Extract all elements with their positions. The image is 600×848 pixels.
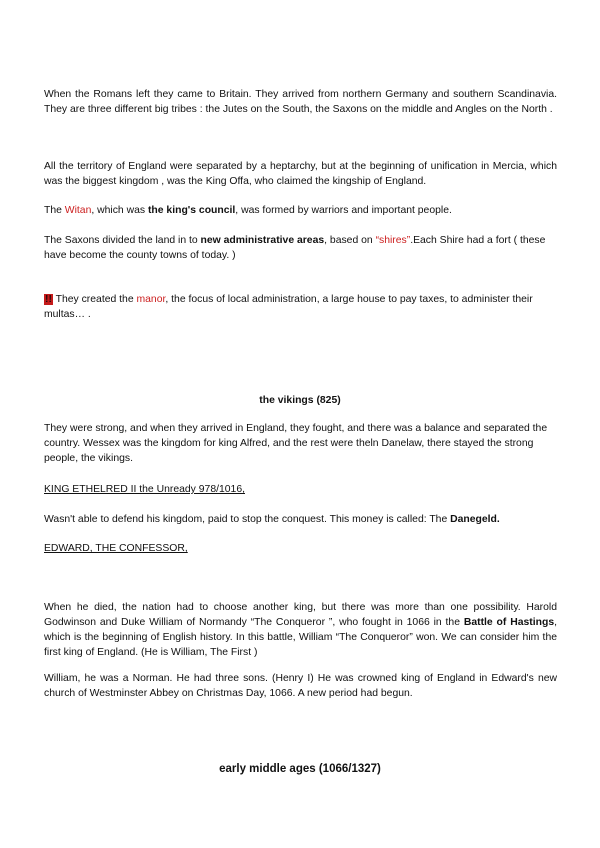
manor-term: manor [136,294,166,305]
paragraph-manor: !! They created the manor, the focus of local administration, a large house to pay taxes, to administer their multas… . [44,294,533,320]
shires-term: “shires” [375,235,411,246]
witan-term: Witan [64,205,92,216]
kings-council-term: the king's council [147,205,236,216]
paragraph-romans: When the Romans left they came to Britain. They arrived from northern Germany and southern Scandinavia. They are three different big tribes : the Jutes on the South, the Saxons on the middle and Angles on the North . [44,89,557,115]
paragraph-hastings: When he died, the nation had to choose another king, but there was more than one possibility. Harold Godwinson and Duke William of Normandy “The Conqueror ”, who fought in 1066 in the Battle of Hastings, which is the beginning of English history. In this battle, William “The Conqueror” won. We can consider him the first king of England. (He is William, The First ) [44,602,557,658]
paragraph-shires: The Saxons divided the land in to new administrative areas, based on “shires”.Each Shire had a fort ( these have become the county towns of today. ) [44,235,546,261]
danegeld-term: Danegeld. [450,514,500,525]
heading-vikings: the vikings (825) [259,395,341,406]
highlight-marker: !! [45,294,52,305]
paragraph-william: William, he was a Norman. He had three sons. (Henry I) He was crowned king of England in Edward's new church of Westminster Abbey on Christmas Day, 1066. A new period had begun. [44,673,557,699]
battle-of-hastings-term: Battle of Hastings [463,617,555,628]
administrative-areas-term: new administrative areas [200,235,325,246]
paragraph-heptarchy: All the territory of England were separated by a heptarchy, but at the beginning of unification in Mercia, which was the biggest kingdom , was the King Offa, who claimed the kingship of England. [44,161,557,187]
paragraph-danegeld: Wasn't able to defend his kingdom, paid to stop the conquest. This money is called: The Danegeld. [44,514,500,525]
heading-ethelred: KING ETHELRED II the Unready 978/1016, [44,484,245,495]
paragraph-witan: The Witan, which was the king's council, was formed by warriors and important people. [44,205,452,216]
heading-edward: EDWARD, THE CONFESSOR, [44,543,188,554]
heading-early-middle-ages: early middle ages (1066/1327) [219,763,381,775]
paragraph-vikings: They were strong, and when they arrived in England, they fought, and there was a balance and separated the country. Wessex was the kingdom for king Alfred, and the rest were theln Danelaw, there stayed the strong people, the vikings. [44,423,548,464]
